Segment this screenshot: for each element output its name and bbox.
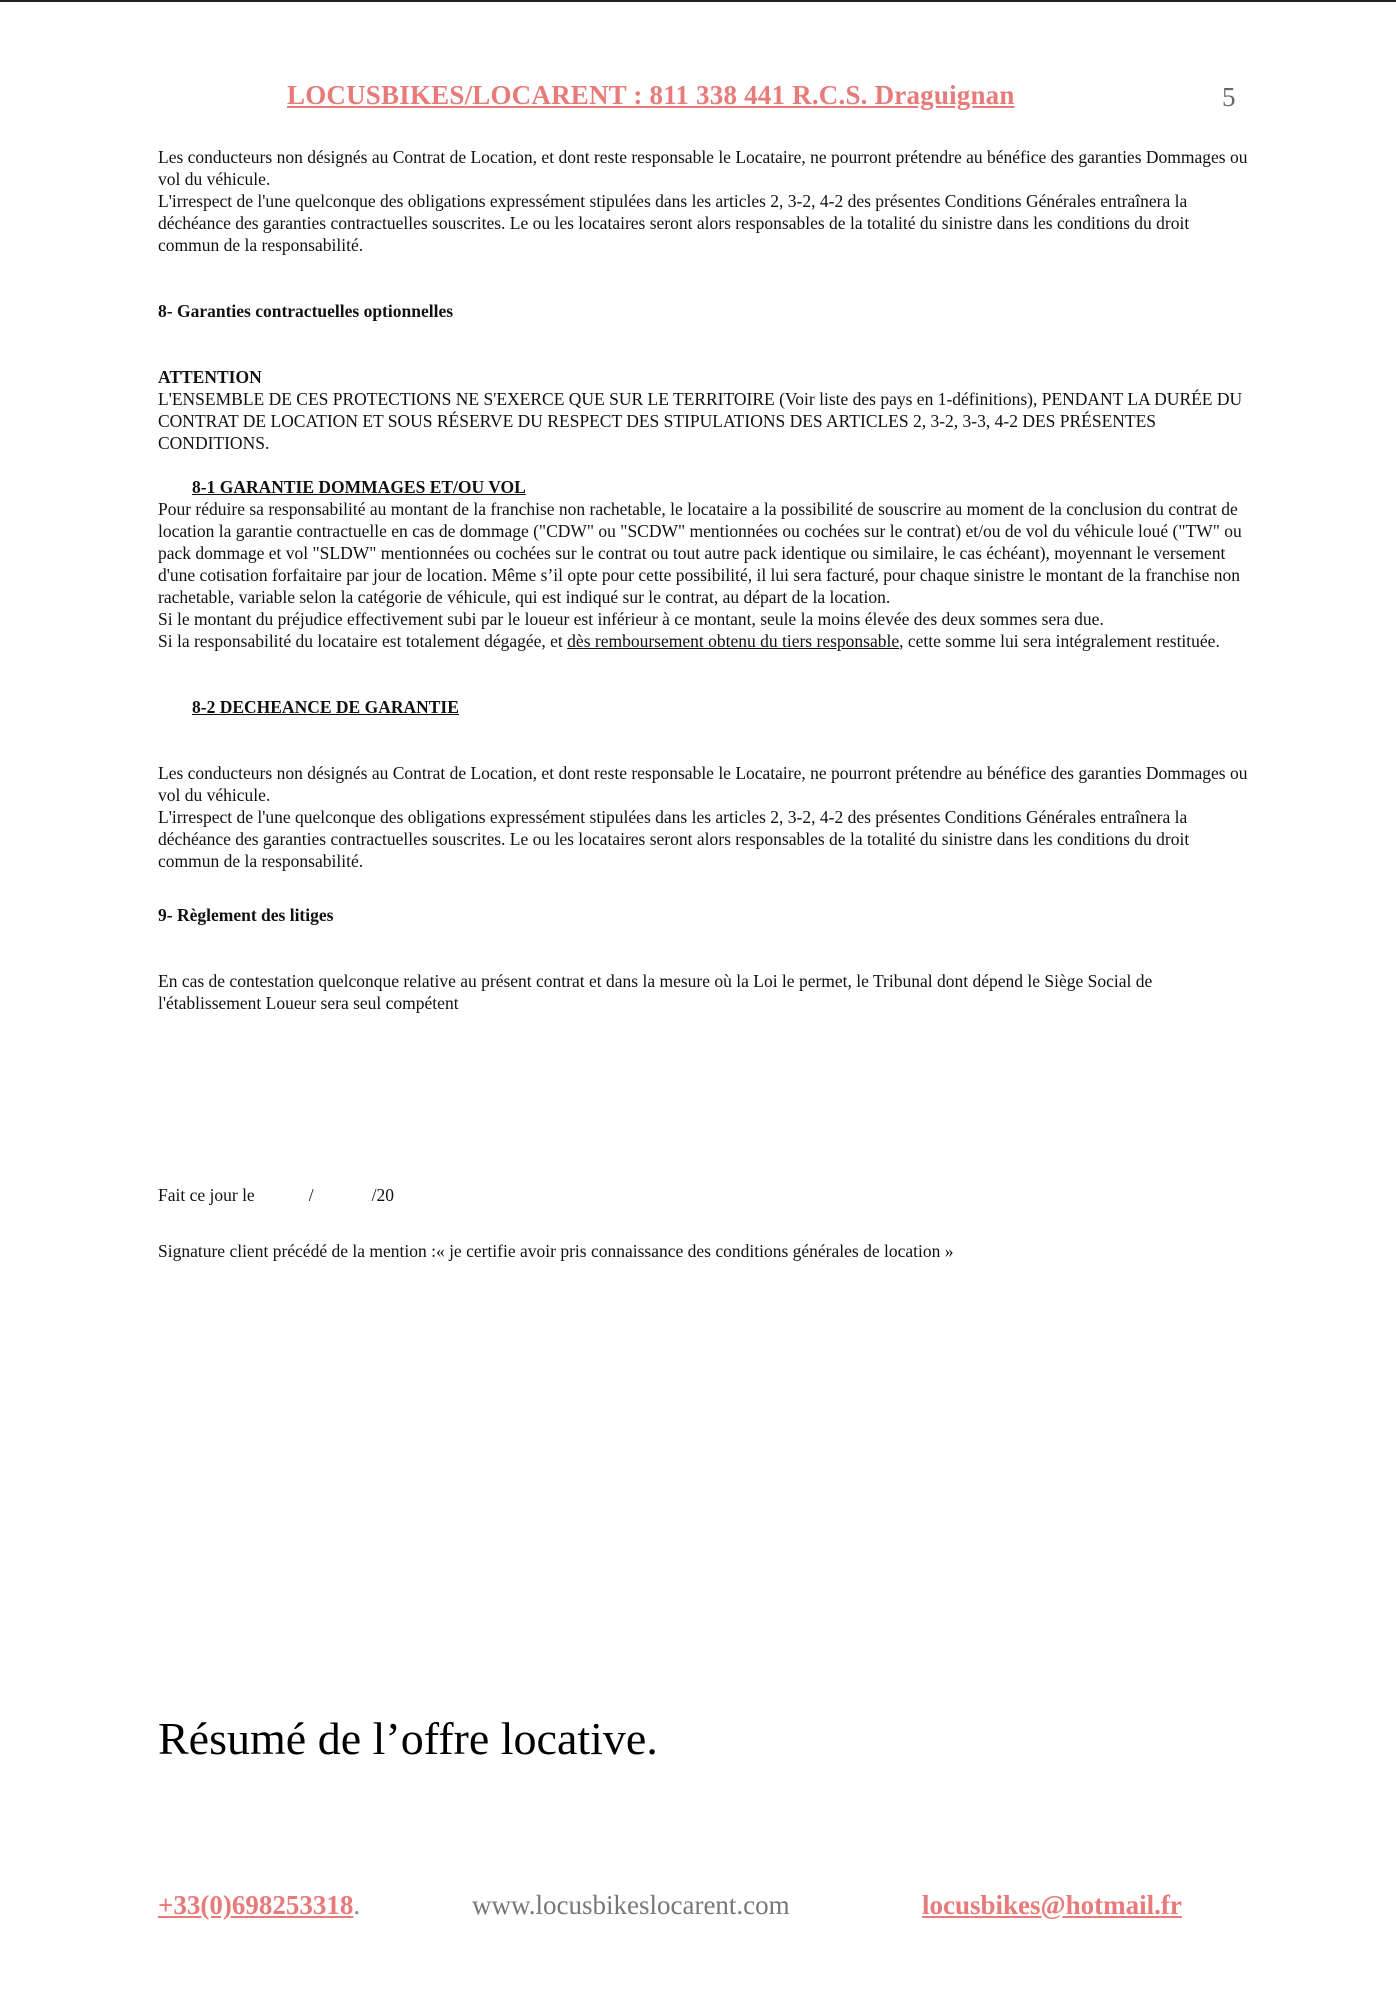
date-separator: / xyxy=(308,1185,314,1205)
section-8-2-paragraph-obligations: L'irrespect de l'une quelconque des obligations expressément stipulées dans les articles 2, 3-2, 4-2 des présentes Conditions Générales entraînera la déchéance des garanties contractuelles souscrites. Le ou les locataires seront alors responsables de la totalité du sinistre dans les conditions du droit commun de la responsabilité. xyxy=(158,807,1190,871)
date-line xyxy=(158,1185,394,1206)
section-9-heading: 9- Règlement des litiges xyxy=(158,905,334,925)
footer-phone: +33(0)698253318. xyxy=(158,1890,361,1920)
top-border xyxy=(0,0,1396,2)
footer-email-link[interactable]: locusbikes@hotmail.fr xyxy=(922,1890,1182,1920)
section-8-heading: 8- Garanties contractuelles optionnelles xyxy=(158,301,454,321)
section-8-2-paragraph-drivers: Les conducteurs non désignés au Contrat de Location, et dont reste responsable le Locataire, ne pourront prétendre au bénéfice des garanties Dommages ou vol du véhicule. xyxy=(158,763,1248,805)
signature-mention: Signature client précédé de la mention :« je certifie avoir pris connaissance des conditions générales de location » xyxy=(158,1241,954,1261)
section-8-1-paragraph: Pour réduire sa responsabilité au montant de la franchise non rachetable, le locataire a la possibilité de souscrire au moment de la conclusion du contrat de location la garantie contractuelle en cas de dommage ("CDW" ou "SCDW" mentionnées ou cochées sur le contrat) et/ou de vol du véhicule loué ("TW" ou pack dommage et vol "SLDW" mentionnées ou cochées sur le contrat ou tout autre pack identique ou similaire, le cas échéant), moyennant le versement d'une cotisation forfaitaire par jour de location. Même s’il opte pour cette possibilité, il lui sera facturé, pour chaque sinistre le montant de la franchise non rachetable, variable selon la catégorie de véhicule, qui est indiqué sur le contrat, au départ de la location. xyxy=(158,499,1242,607)
header-title: LOCUSBIKES/LOCARENT : 811 338 441 R.C.S. Draguignan xyxy=(287,80,1015,110)
third-party-reimbursement-text: dès remboursement obtenu du tiers responsable xyxy=(567,631,900,651)
date-label: Fait ce jour le xyxy=(158,1185,255,1205)
intro-paragraph-obligations: L'irrespect de l'une quelconque des obligations expressément stipulées dans les articles 2, 3-2, 4-2 des présentes Conditions Générales entraînera la déchéance des garanties contractuelles souscrites. Le ou les locataires seront alors responsables de la totalité du sinistre dans les conditions du droit commun de la responsabilité. xyxy=(158,191,1190,255)
phone-link[interactable]: +33(0)698253318 xyxy=(158,1890,354,1920)
page-number: 5 xyxy=(1222,82,1236,112)
summary-heading: Résumé de l’offre locative. xyxy=(158,1713,658,1764)
section-8-1-heading: 8-1 GARANTIE DOMMAGES ET/OU VOL xyxy=(192,477,526,497)
date-year: /20 xyxy=(371,1185,394,1205)
attention-label: ATTENTION xyxy=(158,367,262,387)
section-8-2-heading: 8-2 DECHEANCE DE GARANTIE xyxy=(192,697,459,717)
section-8-1-damage-amount: Si le montant du préjudice effectivement subi par le loueur est inférieur à ce montant, seule la moins élevée des deux sommes sera due. xyxy=(158,609,1104,629)
footer-website[interactable]: www.locusbikeslocarent.com xyxy=(472,1890,790,1920)
intro-paragraph-drivers: Les conducteurs non désignés au Contrat de Location, et dont reste responsable le Locataire, ne pourront prétendre au bénéfice des garanties Dommages ou vol du véhicule. xyxy=(158,147,1248,189)
document-body xyxy=(158,146,1248,1014)
attention-text: L'ENSEMBLE DE CES PROTECTIONS NE S'EXERCE QUE SUR LE TERRITOIRE (Voir liste des pays en 1-définitions), PENDANT LA DURÉE DU CONTRAT DE LOCATION ET SOUS RÉSERVE DU RESPECT DES STIPULATIONS DES ARTICLES 2, 3-2, 3-3, 4-2 DES PRÉSENTES CONDITIONS. xyxy=(158,389,1243,453)
section-9-paragraph: En cas de contestation quelconque relative au présent contrat et dans la mesure où la Loi le permet, le Tribunal dont dépend le Siège Social de l'établissement Loueur sera seul compétent xyxy=(158,971,1153,1013)
section-8-1-restitution: Si la responsabilité du locataire est totalement dégagée, et dès remboursement obtenu du tiers responsable, cette somme lui sera intégralement restituée. xyxy=(158,631,1220,651)
